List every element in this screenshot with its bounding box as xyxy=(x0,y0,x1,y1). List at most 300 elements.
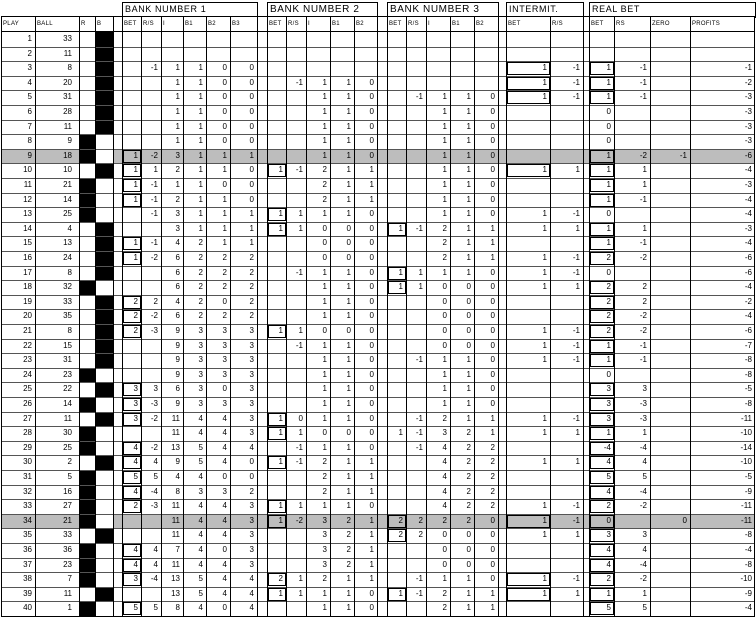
cell-b3-2: 2 xyxy=(442,253,447,262)
cell-b1-3: 3 xyxy=(198,326,203,335)
cell-b1-2: 8 xyxy=(175,603,180,613)
column-header-b1-4: B2 xyxy=(208,21,216,27)
ball-number: 1 xyxy=(67,603,72,613)
bet-box-b2 xyxy=(268,515,286,528)
cell-b1-5: 0 xyxy=(249,472,254,481)
cell-b1-3: 1 xyxy=(198,150,203,160)
red-mark xyxy=(80,163,95,178)
cell-b1-1: -3 xyxy=(150,501,158,511)
cell-b2-2: 0 xyxy=(322,326,327,335)
bet-box-rb xyxy=(590,559,614,572)
column-header-black: B xyxy=(97,21,102,27)
cell-b1-2: 2 xyxy=(175,194,180,204)
black-mark xyxy=(96,280,113,295)
cell-rb-0: 1 xyxy=(606,223,611,233)
cell-rb-3: -9 xyxy=(744,588,752,598)
bet-box-b2 xyxy=(268,208,286,221)
cell-rb-0: 2 xyxy=(606,311,611,321)
grid-line xyxy=(1,543,755,544)
ball-number: 36 xyxy=(63,545,72,554)
red-mark xyxy=(80,295,95,310)
column-header-b1-5: B3 xyxy=(232,21,240,27)
grid-line xyxy=(1,587,755,588)
column-header-b3-1: R/S xyxy=(408,21,419,27)
cell-b1-2: 2 xyxy=(175,165,180,175)
black-mark xyxy=(96,32,113,47)
cell-b2-2: 1 xyxy=(322,77,327,87)
cell-b1-2: 13 xyxy=(171,574,180,584)
black-mark xyxy=(96,572,113,587)
cell-b1-3: 2 xyxy=(198,282,203,292)
cell-b3-4: 1 xyxy=(490,253,495,262)
cell-b1-2: 9 xyxy=(175,399,180,408)
cell-b2-2: 1 xyxy=(322,136,327,146)
group-header-bank3: BANK NUMBER 3 xyxy=(390,4,480,15)
ball-number: 8 xyxy=(67,267,72,277)
bet-box-im xyxy=(507,573,550,586)
cell-rb-1: -1 xyxy=(639,63,647,73)
cell-b3-4: 0 xyxy=(490,574,495,584)
cell-rb-3: -4 xyxy=(744,311,752,321)
bet-box-b2 xyxy=(268,223,286,236)
play-number: 35 xyxy=(23,530,32,540)
cell-b3-3: 1 xyxy=(466,223,471,233)
cell-b3-2: 4 xyxy=(442,472,447,481)
ball-number: 24 xyxy=(63,253,72,262)
cell-b1-3: 1 xyxy=(198,223,203,233)
cell-rb-1: 4 xyxy=(642,545,647,554)
grid-line xyxy=(1,280,755,281)
cell-b1-4: 3 xyxy=(222,486,227,496)
cell-b2-3: 1 xyxy=(346,121,351,131)
cell-b2-3: 0 xyxy=(346,253,351,262)
cell-im-1: -1 xyxy=(572,253,580,262)
cell-rb-0: 1 xyxy=(606,77,611,87)
red-mark xyxy=(80,426,95,441)
cell-b1-3: 3 xyxy=(198,340,203,350)
cell-b2-3: 1 xyxy=(346,311,351,321)
column-header-b1-3: B1 xyxy=(185,21,193,27)
group-header-real: REAL BET xyxy=(592,4,640,14)
red-mark xyxy=(80,441,95,456)
cell-rb-3: -4 xyxy=(744,209,752,219)
bet-box-im xyxy=(507,77,550,90)
play-number: 22 xyxy=(23,340,32,350)
black-mark xyxy=(96,222,113,237)
cell-rb-1: 3 xyxy=(642,530,647,540)
cell-rb-1: -1 xyxy=(639,238,647,248)
cell-b1-3: 3 xyxy=(198,486,203,496)
cell-b1-1: -1 xyxy=(150,180,158,189)
cell-b2-4: 1 xyxy=(369,180,374,189)
bet-box-rb xyxy=(590,77,614,90)
cell-b1-0: 2 xyxy=(133,311,138,321)
grid-line xyxy=(1,149,755,150)
cell-b2-3: 1 xyxy=(346,267,351,277)
cell-b3-2: 0 xyxy=(442,311,447,321)
cell-b1-2: 3 xyxy=(175,209,180,219)
cell-b3-3: 1 xyxy=(466,253,471,262)
cell-rb-1: 5 xyxy=(642,472,647,481)
play-number: 14 xyxy=(23,223,32,233)
grid-line xyxy=(1,368,755,369)
cell-b3-3: 1 xyxy=(466,136,471,146)
ball-number: 8 xyxy=(67,63,72,73)
cell-b1-3: 4 xyxy=(198,472,203,481)
play-number: 38 xyxy=(23,574,32,584)
cell-b3-4: 1 xyxy=(490,588,495,598)
black-mark xyxy=(96,558,113,573)
cell-rb-0: 0 xyxy=(606,267,611,277)
cell-b1-0: 3 xyxy=(133,574,138,584)
column-header-play: PLAY xyxy=(3,21,20,27)
bet-box-rb xyxy=(590,223,614,236)
black-mark xyxy=(96,543,113,558)
cell-b3-3: 0 xyxy=(466,530,471,540)
cell-b1-4: 4 xyxy=(222,530,227,540)
group-header-intermit: INTERMIT. xyxy=(509,4,559,14)
ball-number: 16 xyxy=(63,486,72,496)
cell-b3-4: 1 xyxy=(490,603,495,613)
ball-number: 8 xyxy=(67,326,72,335)
cell-b1-5: 0 xyxy=(249,194,254,204)
cell-b2-4: 0 xyxy=(369,92,374,102)
cell-b1-2: 6 xyxy=(175,282,180,292)
cell-rb-1: -4 xyxy=(639,559,647,569)
ball-number: 21 xyxy=(63,180,72,189)
cell-b2-2: 3 xyxy=(322,530,327,540)
cell-b1-4: 1 xyxy=(222,223,227,233)
grid-line xyxy=(1,47,755,48)
cell-b1-0: 4 xyxy=(133,457,138,467)
cell-rb-0: 1 xyxy=(606,63,611,73)
cell-b2-4: 1 xyxy=(369,472,374,481)
grid-line xyxy=(1,61,755,62)
cell-b3-2: 1 xyxy=(442,165,447,175)
grid-line xyxy=(1,16,2,617)
cell-im-1: -1 xyxy=(572,267,580,277)
bet-box-rb xyxy=(590,281,614,294)
cell-b1-5: 3 xyxy=(249,326,254,335)
bet-box-rb xyxy=(590,515,614,528)
bet-box-rb xyxy=(590,383,614,396)
cell-b2-3: 2 xyxy=(346,530,351,540)
cell-b1-4: 0 xyxy=(222,384,227,394)
cell-b1-4: 4 xyxy=(222,515,227,525)
grid-line xyxy=(113,16,114,617)
cell-b3-4: 0 xyxy=(490,107,495,116)
cell-b2-3: 2 xyxy=(346,559,351,569)
cell-b2-4: 0 xyxy=(369,253,374,262)
cell-b2-2: 1 xyxy=(322,501,327,511)
play-number: 20 xyxy=(23,311,32,321)
grid-line xyxy=(1,251,755,252)
red-mark xyxy=(80,90,95,105)
cell-b3-4: 0 xyxy=(490,545,495,554)
bet-box-rb xyxy=(590,325,614,338)
grid-line xyxy=(1,441,755,442)
black-mark xyxy=(96,105,113,120)
grid-line xyxy=(286,16,287,617)
cell-b1-5: 4 xyxy=(249,603,254,613)
ball-number: 33 xyxy=(63,296,72,306)
play-number: 16 xyxy=(23,253,32,262)
cell-b2-2: 0 xyxy=(322,428,327,438)
grid-line xyxy=(498,16,499,617)
cell-b3-1: -1 xyxy=(415,588,423,598)
black-mark xyxy=(96,193,113,208)
column-header-im-1: R/S xyxy=(552,21,563,27)
cell-b3-2: 0 xyxy=(442,340,447,350)
cell-rb-0: 2 xyxy=(606,282,611,292)
cell-b3-2: 1 xyxy=(442,121,447,131)
cell-rb-1: -2 xyxy=(639,326,647,335)
grid-line xyxy=(426,16,427,617)
cell-im-1: -1 xyxy=(572,209,580,219)
bet-box-rb xyxy=(590,164,614,177)
cell-b3-4: 0 xyxy=(490,355,495,365)
cell-b3-2: 0 xyxy=(442,530,447,540)
bet-box-b1 xyxy=(123,500,141,513)
bet-box-b2 xyxy=(268,573,286,586)
black-mark xyxy=(96,485,113,500)
cell-b1-4: 0 xyxy=(222,296,227,306)
cell-b3-2: 1 xyxy=(442,267,447,277)
cell-im-0: 1 xyxy=(542,267,547,277)
cell-b2-4: 0 xyxy=(369,136,374,146)
cell-rb-0: 0 xyxy=(606,121,611,131)
cell-b1-5: 1 xyxy=(249,238,254,248)
bet-box-b3 xyxy=(388,515,406,528)
cell-b3-1: 1 xyxy=(418,282,423,292)
group-header-bank1: BANK NUMBER 1 xyxy=(125,4,207,14)
cell-b3-3: 2 xyxy=(466,442,471,452)
grid-line xyxy=(1,134,755,135)
cell-b1-4: 1 xyxy=(222,165,227,175)
grid-line xyxy=(161,16,162,617)
cell-b2-0: 1 xyxy=(278,209,283,219)
column-header-b2-1: R/S xyxy=(288,21,299,27)
cell-b2-2: 1 xyxy=(322,209,327,219)
cell-b2-1: -1 xyxy=(295,165,303,175)
cell-im-0: 1 xyxy=(542,340,547,350)
cell-rb-1: 5 xyxy=(642,603,647,613)
cell-b1-2: 3 xyxy=(175,223,180,233)
bet-box-rb xyxy=(590,310,614,323)
grid-line xyxy=(1,163,755,164)
grid-line xyxy=(583,2,584,18)
cell-b1-0: 3 xyxy=(133,399,138,408)
cell-b3-2: 1 xyxy=(442,150,447,160)
cell-b2-2: 1 xyxy=(322,107,327,116)
cell-rb-1: -2 xyxy=(639,150,647,160)
cell-im-1: 1 xyxy=(575,588,580,598)
cell-im-1: 1 xyxy=(575,223,580,233)
cell-rb-1: -3 xyxy=(639,413,647,423)
bet-box-rb xyxy=(590,398,614,411)
cell-b1-0: 1 xyxy=(133,253,138,262)
ball-number: 14 xyxy=(63,194,72,204)
ball-number: 7 xyxy=(67,574,72,584)
cell-b3-4: 1 xyxy=(490,428,495,438)
cell-b3-4: 1 xyxy=(490,413,495,423)
cell-b2-3: 1 xyxy=(346,282,351,292)
cell-im-0: 1 xyxy=(542,501,547,511)
cell-b1-0: 1 xyxy=(133,165,138,175)
cell-b1-0: 1 xyxy=(133,194,138,204)
cell-b1-3: 4 xyxy=(198,603,203,613)
bet-box-b1 xyxy=(123,486,141,499)
bet-box-b1 xyxy=(123,325,141,338)
cell-rb-3: -3 xyxy=(744,121,752,131)
cell-b3-3: 0 xyxy=(466,340,471,350)
cell-b2-1: 0 xyxy=(298,413,303,423)
cell-b3-2: 2 xyxy=(442,413,447,423)
cell-rb-0: 1 xyxy=(606,92,611,102)
bet-box-rb xyxy=(590,354,614,367)
ball-number: 10 xyxy=(63,165,72,175)
play-number: 6 xyxy=(27,107,32,116)
cell-b2-4: 0 xyxy=(369,238,374,248)
cell-b3-3: 1 xyxy=(466,603,471,613)
cell-b2-4: 0 xyxy=(369,326,374,335)
grid-line xyxy=(1,426,755,427)
cell-b1-4: 0 xyxy=(222,77,227,87)
cell-b1-1: -4 xyxy=(150,486,158,496)
cell-b1-5: 0 xyxy=(249,457,254,467)
cell-b1-5: 0 xyxy=(249,165,254,175)
cell-b1-3: 3 xyxy=(198,369,203,379)
bet-box-b1 xyxy=(123,164,141,177)
cell-rb-0: 1 xyxy=(606,180,611,189)
grid-line xyxy=(1,528,755,529)
cell-rb-0: 0 xyxy=(606,107,611,116)
cell-rb-3: -11 xyxy=(741,515,752,525)
cell-b2-0: 1 xyxy=(278,515,283,525)
cell-rb-2: 0 xyxy=(682,515,687,525)
ball-number: 11 xyxy=(63,121,72,131)
red-mark xyxy=(80,47,95,62)
cell-b2-4: 0 xyxy=(369,428,374,438)
red-mark xyxy=(80,528,95,543)
grid-line xyxy=(183,16,184,617)
cell-im-0: 1 xyxy=(542,588,547,598)
cell-b2-2: 1 xyxy=(322,340,327,350)
black-mark xyxy=(96,324,113,339)
cell-rb-1: 2 xyxy=(642,296,647,306)
cell-rb-1: -1 xyxy=(639,194,647,204)
bet-box-im xyxy=(507,164,550,177)
cell-b3-0: 1 xyxy=(398,223,403,233)
black-mark xyxy=(96,412,113,427)
play-number: 4 xyxy=(27,77,32,87)
cell-rb-3: -4 xyxy=(744,282,752,292)
play-number: 23 xyxy=(23,355,32,365)
cell-rb-1: 1 xyxy=(642,165,647,175)
bet-box-rb xyxy=(590,456,614,469)
column-header-b1-1: R/S xyxy=(143,21,154,27)
cell-b3-4: 0 xyxy=(490,209,495,219)
red-mark xyxy=(80,193,95,208)
cell-rb-1: -1 xyxy=(639,355,647,365)
cell-b2-0: 1 xyxy=(278,457,283,467)
cell-rb-1: 1 xyxy=(642,428,647,438)
red-mark xyxy=(80,587,95,602)
cell-b2-2: 0 xyxy=(322,253,327,262)
cell-b3-4: 2 xyxy=(490,457,495,467)
cell-b2-1: 1 xyxy=(298,223,303,233)
cell-b3-3: 0 xyxy=(466,296,471,306)
bet-box-rb xyxy=(590,150,614,163)
cell-rb-0: -4 xyxy=(603,442,611,452)
cell-rb-3: -8 xyxy=(744,369,752,379)
cell-b2-4: 0 xyxy=(369,384,374,394)
cell-b3-4: 0 xyxy=(490,311,495,321)
cell-im-1: -1 xyxy=(572,92,580,102)
black-mark xyxy=(96,236,113,251)
cell-b2-4: 1 xyxy=(369,545,374,554)
play-number: 25 xyxy=(23,384,32,394)
grid-line xyxy=(79,16,80,617)
cell-rb-0: 1 xyxy=(606,150,611,160)
column-header-ball: BALL xyxy=(37,21,53,27)
cell-b1-5: 0 xyxy=(249,77,254,87)
cell-b1-1: 5 xyxy=(153,603,158,613)
cell-b1-0: 3 xyxy=(133,413,138,423)
ball-number: 21 xyxy=(63,515,72,525)
black-mark xyxy=(96,382,113,397)
red-mark xyxy=(80,455,95,470)
play-number: 30 xyxy=(23,457,32,467)
cell-b1-4: 1 xyxy=(222,209,227,219)
cell-rb-3: -3 xyxy=(744,92,752,102)
ball-number: 15 xyxy=(63,340,72,350)
play-number: 32 xyxy=(23,486,32,496)
grid-line xyxy=(690,16,691,617)
black-mark xyxy=(96,149,113,164)
cell-rb-3: -3 xyxy=(744,136,752,146)
ball-number: 5 xyxy=(67,472,72,481)
red-mark xyxy=(80,601,95,616)
cell-rb-3: -4 xyxy=(744,165,752,175)
cell-b2-2: 1 xyxy=(322,442,327,452)
cell-rb-3: -5 xyxy=(744,472,752,481)
cell-b1-3: 4 xyxy=(198,501,203,511)
bet-box-b3 xyxy=(388,267,406,280)
black-mark xyxy=(96,120,113,135)
bet-box-b3 xyxy=(388,529,406,542)
cell-b3-3: 0 xyxy=(466,545,471,554)
black-mark xyxy=(96,90,113,105)
cell-b1-2: 9 xyxy=(175,355,180,365)
cell-rb-3: -6 xyxy=(744,267,752,277)
cell-b3-2: 0 xyxy=(442,545,447,554)
column-header-b3-0: BET xyxy=(389,21,402,27)
ball-number: 11 xyxy=(63,588,72,598)
black-mark xyxy=(96,163,113,178)
cell-b1-0: 1 xyxy=(133,150,138,160)
cell-b2-4: 1 xyxy=(369,559,374,569)
cell-b2-3: 1 xyxy=(346,77,351,87)
cell-b2-2: 1 xyxy=(322,413,327,423)
cell-b1-2: 4 xyxy=(175,238,180,248)
cell-b3-1: -1 xyxy=(415,413,423,423)
cell-rb-3: -10 xyxy=(740,457,752,467)
bet-box-b1 xyxy=(123,310,141,323)
cell-b2-1: 1 xyxy=(298,326,303,335)
cell-im-0: 1 xyxy=(542,282,547,292)
play-number: 11 xyxy=(23,180,32,189)
